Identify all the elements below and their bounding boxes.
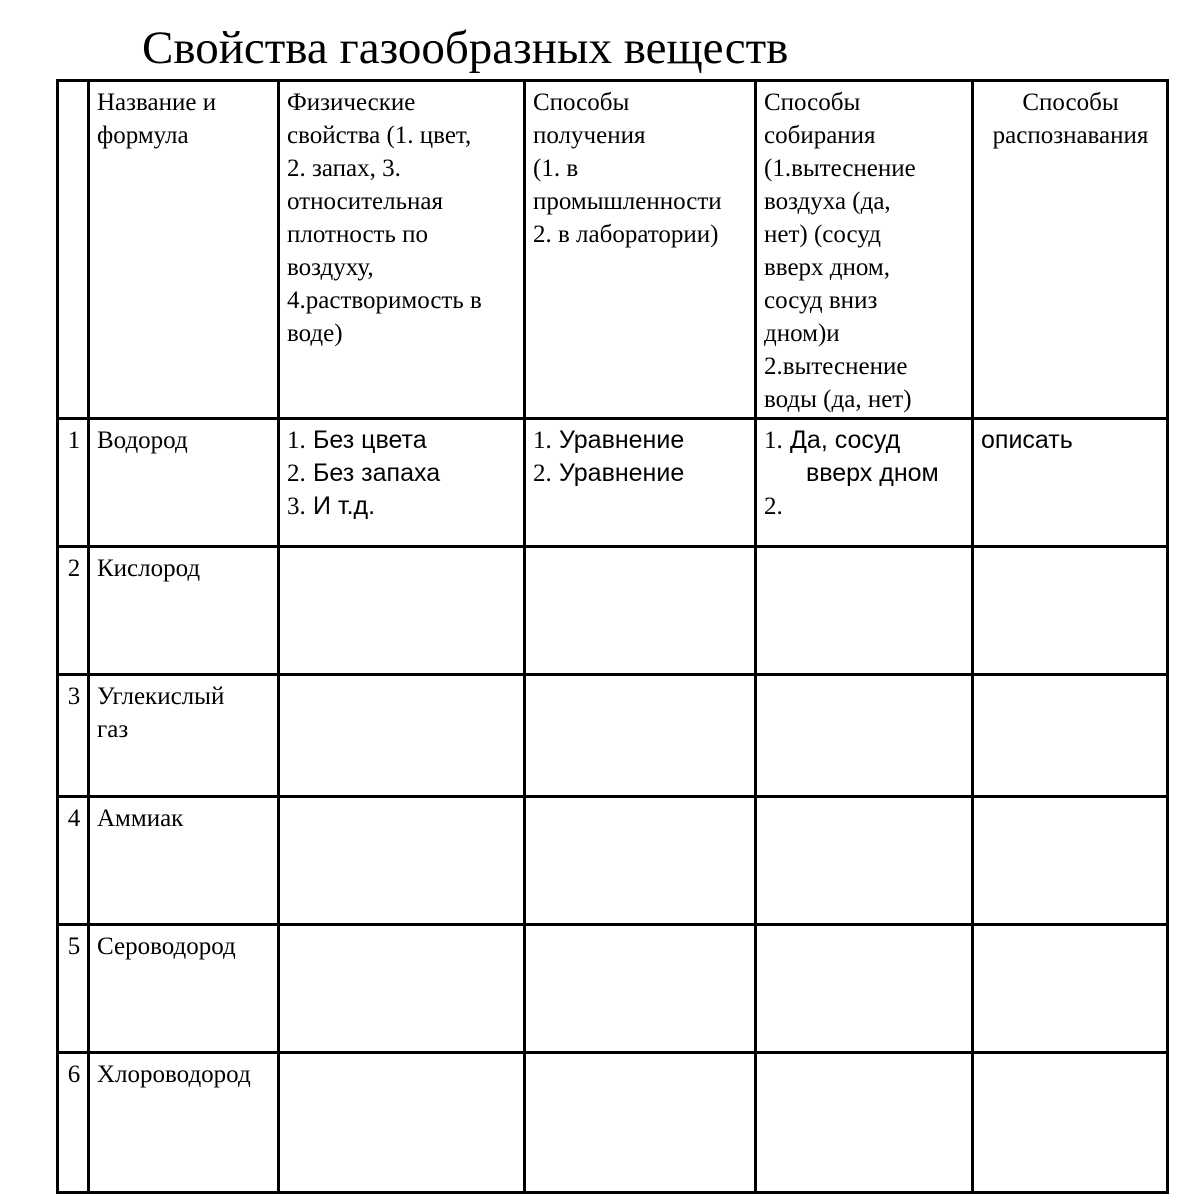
substance-name: газ (97, 716, 129, 743)
header-name-cell (89, 81, 279, 419)
header-name-line: формула (97, 122, 189, 149)
obtaining-cell (525, 675, 756, 797)
physical-props-cell (279, 675, 525, 797)
recognition-cell (973, 547, 1168, 675)
list-item (764, 490, 965, 523)
list-item-number: 3. (287, 493, 306, 520)
recognition-cell (973, 675, 1168, 797)
list-item-number: 2. (533, 460, 552, 487)
physical-props-cell (279, 1053, 525, 1193)
list-item (533, 457, 748, 490)
list-item-text: Уравнение (559, 459, 685, 487)
header-obtaining-line: (1. в (533, 155, 579, 182)
substance-name-cell (89, 547, 279, 675)
physical-props-list (287, 424, 517, 523)
list-item-number: 1. (533, 427, 552, 454)
table-row (58, 925, 1168, 1053)
header-collecting-line: воздуха (да, (764, 188, 891, 215)
header-obtaining-line: Способы (533, 89, 630, 116)
list-item (287, 490, 517, 523)
list-item-number: 1. (287, 427, 306, 454)
obtaining-cell (525, 797, 756, 925)
header-collecting-cell (756, 81, 973, 419)
list-item (287, 424, 517, 457)
row-number: 1 (58, 419, 89, 547)
properties-table (56, 79, 1169, 1194)
header-collecting-line: Способы (764, 89, 861, 116)
header-collecting-line: вверх дном, (764, 254, 891, 281)
recognition-cell (973, 1053, 1168, 1193)
list-item-text: Без запаха (313, 459, 441, 487)
physical-props-cell (279, 419, 525, 547)
header-collecting-line: воды (да, нет) (764, 386, 912, 413)
collecting-cell (756, 925, 973, 1053)
header-physical-line: плотность по (287, 221, 429, 248)
list-item-text: Уравнение (559, 426, 685, 454)
obtaining-cell (525, 547, 756, 675)
header-collecting-line: нет) (сосуд (764, 221, 881, 248)
collecting-cell (756, 797, 973, 925)
recognition-cell (973, 419, 1168, 547)
header-num-cell (58, 81, 89, 419)
physical-props-cell (279, 547, 525, 675)
list-item-number: 1. (764, 427, 783, 454)
row-number: 5 (58, 925, 89, 1053)
row-number: 4 (58, 797, 89, 925)
table-row (58, 797, 1168, 925)
header-collecting-line: сосуд вниз (764, 287, 878, 314)
obtaining-list (533, 424, 748, 490)
row-number: 2 (58, 547, 89, 675)
substance-name-cell (89, 1053, 279, 1193)
substance-name-cell (89, 419, 279, 547)
header-collecting-line: (1.вытеснение (764, 155, 916, 182)
header-collecting-line: 2.вытеснение (764, 353, 908, 380)
obtaining-cell (525, 1053, 756, 1193)
header-recognition-cell (973, 81, 1168, 419)
list-item-text: Без цвета (313, 426, 427, 454)
list-item (533, 424, 748, 457)
substance-name: Сероводород (97, 933, 236, 960)
collecting-cell (756, 547, 973, 675)
header-obtaining-line: получения (533, 122, 646, 149)
substance-name: Водород (97, 427, 188, 454)
substance-name-cell (89, 675, 279, 797)
header-physical-line: 4.растворимость в (287, 287, 482, 314)
header-physical-cell (279, 81, 525, 419)
substance-name: Кислород (97, 555, 201, 582)
row-number: 3 (58, 675, 89, 797)
substance-name: Аммиак (97, 805, 184, 832)
list-item (764, 424, 965, 457)
list-item-text: И т.д. (313, 492, 376, 520)
header-obtaining-line: 2. в лаборатории) (533, 221, 719, 248)
header-physical-line: Физические (287, 89, 416, 116)
header-collecting-line: дном)и (764, 320, 840, 347)
collecting-cell (756, 419, 973, 547)
header-recognition-line: распознавания (992, 122, 1149, 149)
list-item-continuation (764, 457, 965, 490)
list-item-number: 2. (764, 493, 783, 520)
header-physical-line: относительная (287, 188, 443, 215)
recognition-text: описать (981, 426, 1073, 454)
row-number: 6 (58, 1053, 89, 1193)
header-name-line: Название и (97, 89, 217, 116)
header-physical-line: воздуху, (287, 254, 374, 281)
collecting-cell (756, 1053, 973, 1193)
table-row (58, 419, 1168, 547)
list-item (287, 457, 517, 490)
header-physical-line: свойства (1. цвет, (287, 122, 472, 149)
list-item-text: Да, сосуд (790, 426, 901, 454)
list-item-text: вверх дном (806, 459, 939, 487)
header-collecting-line: собирания (764, 122, 876, 149)
substance-name-cell (89, 797, 279, 925)
header-recognition-line: Способы (1022, 89, 1119, 116)
recognition-cell (973, 925, 1168, 1053)
substance-name: Углекислый (97, 683, 225, 710)
table-row (58, 547, 1168, 675)
header-physical-line: 2. запах, 3. (287, 155, 401, 182)
collecting-list (764, 424, 965, 523)
recognition-cell (973, 797, 1168, 925)
list-item-number: 2. (287, 460, 306, 487)
obtaining-cell (525, 925, 756, 1053)
physical-props-cell (279, 925, 525, 1053)
physical-props-cell (279, 797, 525, 925)
header-obtaining-cell (525, 81, 756, 419)
obtaining-cell (525, 419, 756, 547)
substance-name: Хлороводород (97, 1061, 251, 1088)
table-row (58, 675, 1168, 797)
header-obtaining-line: промышленности (533, 188, 722, 215)
table-row (58, 1053, 1168, 1193)
table-header-row (58, 81, 1168, 419)
page-title: Свойства газообразных веществ (142, 22, 789, 74)
substance-name-cell (89, 925, 279, 1053)
collecting-cell (756, 675, 973, 797)
header-physical-line: воде) (287, 320, 343, 347)
